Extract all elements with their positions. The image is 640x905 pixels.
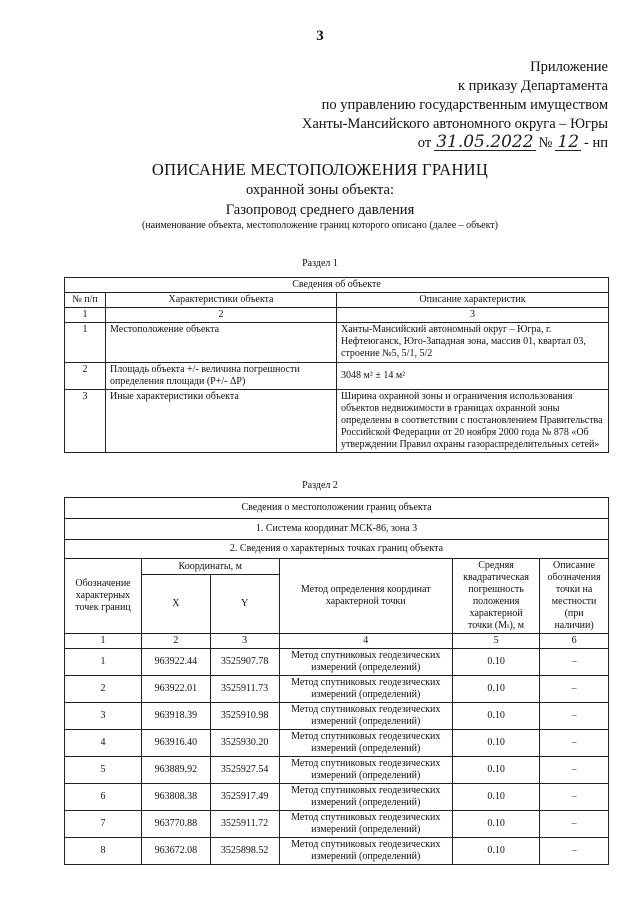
method: Метод спутниковых геодезических измерений (определений) [279, 757, 452, 784]
appendix-line-3: по управлению государственным имуществом [321, 97, 608, 113]
characteristic-name: Иные характеристики объекта [106, 390, 337, 453]
order-date: 31.05.2022 [436, 132, 534, 152]
coordinate-system: 1. Система координат МСК-86, зона 3 [65, 519, 609, 540]
appendix-line-4: Ханты-Мансийского автономного округа – Югры [301, 116, 608, 132]
method: Метод спутниковых геодезических измерений (определений) [279, 784, 452, 811]
method: Метод спутниковых геодезических измерений (определений) [279, 811, 452, 838]
col-number: 3 [337, 308, 609, 323]
date-prefix: от [417, 135, 432, 151]
y-coordinate: 3525911.73 [210, 676, 279, 703]
header-number: № п/п [65, 293, 106, 308]
appendix-block [188, 58, 608, 153]
table-row [65, 323, 609, 363]
header-description: Описание характеристик [337, 293, 609, 308]
col-number: 2 [106, 308, 337, 323]
header-characteristic: Характеристики объекта [106, 293, 337, 308]
point-description: – [540, 811, 609, 838]
boundary-points-table [64, 497, 609, 865]
error-value: 0.10 [452, 811, 539, 838]
x-coordinate: 963918.39 [141, 703, 210, 730]
header-y: Y [210, 575, 279, 634]
table-row [65, 703, 609, 730]
number-suffix: - нп [584, 135, 608, 151]
method: Метод спутниковых геодезических измерений (определений) [279, 649, 452, 676]
table-row [65, 811, 609, 838]
row-number: 1 [65, 323, 106, 363]
y-coordinate: 3525917.49 [210, 784, 279, 811]
table-row [65, 363, 609, 390]
method: Метод спутниковых геодезических измерений (определений) [279, 703, 452, 730]
title-line-2: охранной зоны объекта: [245, 182, 395, 198]
y-coordinate: 3525911.72 [210, 811, 279, 838]
y-coordinate: 3525910.98 [210, 703, 279, 730]
table-row [65, 390, 609, 453]
object-info-caption: Сведения об объекте [65, 278, 609, 293]
col-number: 1 [65, 308, 106, 323]
object-name: Газопровод среднего давления [225, 202, 415, 218]
appendix-line-1: Приложение [530, 59, 608, 75]
error-value: 0.10 [452, 784, 539, 811]
point-number: 7 [65, 811, 142, 838]
point-number: 5 [65, 757, 142, 784]
x-coordinate: 963922.44 [141, 649, 210, 676]
error-value: 0.10 [452, 730, 539, 757]
x-coordinate: 963672.08 [141, 838, 210, 865]
row-number: 2 [65, 363, 106, 390]
col-number: 2 [141, 634, 210, 649]
number-prefix: № [538, 135, 553, 151]
point-description: – [540, 757, 609, 784]
section-2-label: Раздел 2 [302, 480, 338, 491]
x-coordinate: 963808.38 [141, 784, 210, 811]
characteristic-value: Ширина охранной зоны и ограничения использования объектов недвижимости в границах охранной зоны определены в соответствии с постановлением Правительства Российской Федерации от 20 ноября 2000 года № 878 «Об утверждении Правил охраны газораспределительных сетей» [337, 390, 609, 453]
x-coordinate: 963922.01 [141, 676, 210, 703]
y-coordinate: 3525930.20 [210, 730, 279, 757]
col-number: 3 [210, 634, 279, 649]
characteristic-value: 3048 м² ± 14 м² [337, 363, 609, 390]
object-info-table [64, 277, 609, 453]
y-coordinate: 3525927.54 [210, 757, 279, 784]
point-number: 4 [65, 730, 142, 757]
point-number: 2 [65, 676, 142, 703]
point-description: – [540, 730, 609, 757]
header-description: Описание обозначения точки на местности (при наличии) [540, 559, 609, 634]
header-error: Средняя квадратическая погрешность положения характерной точки (Mₜ), м [452, 559, 539, 634]
y-coordinate: 3525907.78 [210, 649, 279, 676]
x-coordinate: 963770.88 [141, 811, 210, 838]
table-row [65, 757, 609, 784]
point-number: 1 [65, 649, 142, 676]
table-row [65, 649, 609, 676]
object-name-note: (наименование объекта, местоположение границ которого описано (далее – объект) [141, 220, 499, 231]
header-method: Метод определения координат характерной точки [279, 559, 452, 634]
y-coordinate: 3525898.52 [210, 838, 279, 865]
appendix-line-2: к приказу Департамента [457, 78, 608, 94]
x-coordinate: 963916.40 [141, 730, 210, 757]
order-date-row [188, 134, 608, 153]
order-number: 12 [557, 132, 580, 152]
point-description: – [540, 703, 609, 730]
method: Метод спутниковых геодезических измерений (определений) [279, 838, 452, 865]
col-number: 6 [540, 634, 609, 649]
error-value: 0.10 [452, 676, 539, 703]
error-value: 0.10 [452, 757, 539, 784]
col-number: 5 [452, 634, 539, 649]
header-point: Обозначение характерных точек границ [65, 559, 142, 634]
characteristic-name: Площадь объекта +/- величина погрешности определения площади (P+/- ΔP) [106, 363, 337, 390]
header-x: X [141, 575, 210, 634]
error-value: 0.10 [452, 649, 539, 676]
table-row [65, 676, 609, 703]
point-description: – [540, 676, 609, 703]
col-number: 1 [65, 634, 142, 649]
point-number: 8 [65, 838, 142, 865]
point-description: – [540, 838, 609, 865]
point-description: – [540, 649, 609, 676]
section-1-label: Раздел 1 [302, 258, 338, 269]
table-row [65, 730, 609, 757]
method: Метод спутниковых геодезических измерений (определений) [279, 730, 452, 757]
table-row [65, 784, 609, 811]
points-caption: 2. Сведения о характерных точках границ объекта [65, 540, 609, 559]
point-description: – [540, 784, 609, 811]
table-row [65, 838, 609, 865]
document-title: ОПИСАНИЕ МЕСТОПОЛОЖЕНИЯ ГРАНИЦ [151, 160, 489, 179]
boundary-caption: Сведения о местоположении границ объекта [65, 498, 609, 519]
header-coordinates: Координаты, м [141, 559, 279, 575]
characteristic-name: Местоположение объекта [106, 323, 337, 363]
method: Метод спутниковых геодезических измерений (определений) [279, 676, 452, 703]
error-value: 0.10 [452, 703, 539, 730]
point-number: 3 [65, 703, 142, 730]
row-number: 3 [65, 390, 106, 453]
col-number: 4 [279, 634, 452, 649]
page-number: 3 [316, 28, 324, 44]
x-coordinate: 963889.92 [141, 757, 210, 784]
characteristic-value: Ханты-Мансийский автономный округ – Югра, г. Нефтеюганск, Юго-Западная зона, массив 01, квартал 03, строение №5, 5/1, 5/2 [337, 323, 609, 363]
error-value: 0.10 [452, 838, 539, 865]
point-number: 6 [65, 784, 142, 811]
